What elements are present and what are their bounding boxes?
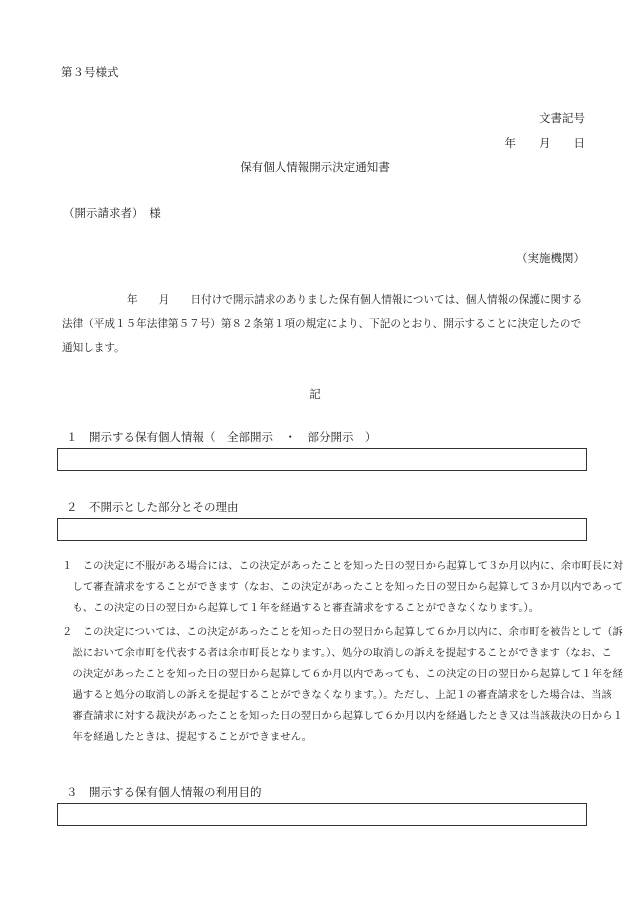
document-title: 保有個人情報開示決定通知書	[240, 160, 390, 174]
note-1	[62, 556, 623, 619]
section-1-field[interactable]	[57, 448, 587, 471]
date-line: 年 月 日	[504, 136, 585, 150]
note-2-line: の決定があったことを知った日の翌日から起算して６か月以内であっても、この決定の日の翌日から起算して１年を経	[62, 668, 623, 680]
note-2-line: 訟において余市町を代表する者は余市町長となります。）、処分の取消しの訴えを提起することができます（なお、こ	[62, 647, 612, 659]
form-number: 第３号様式	[61, 65, 119, 79]
section-3-field[interactable]	[57, 803, 587, 826]
body-line-1: 年 月 日付けで開示請求のありました保有個人情報については、個人情報の保護に関する	[127, 294, 583, 306]
note-1-line: して審査請求をすることができます（なお、この決定があったことを知った日の翌日から起算して３か月以内であって	[62, 581, 623, 593]
note-2-line: 年を経過したときは、提起することができません。	[62, 731, 312, 743]
note-2-line: ２ この決定については、この決定があったことを知った日の翌日から起算して６か月以内に、余市町を被告として（訴	[62, 626, 623, 638]
section-1-label: １ 開示する保有個人情報（ 全部開示 ・ 部分開示 ）	[66, 430, 377, 444]
recipient-line: （開示請求者） 様	[63, 206, 161, 220]
ki-heading: 記	[309, 387, 321, 401]
note-2-line: 審査請求に対する裁決があったことを知った日の翌日から起算して６か月以内を経過したとき又は当該裁決の日から１	[62, 710, 623, 722]
note-1-line: １ この決定に不服がある場合には、この決定があったことを知った日の翌日から起算して３か月以内に、余市町長に対	[62, 560, 623, 572]
note-2	[62, 622, 623, 748]
body-line-3: 通知します。	[62, 342, 125, 354]
note-2-line: 過すると処分の取消しの訴えを提起することができなくなります。）。ただし、上記１の審査請求をした場合は、当該	[62, 689, 612, 701]
section-2-label: ２ 不開示とした部分とその理由	[66, 500, 239, 514]
section-2-field[interactable]	[57, 518, 587, 541]
section-3-label: ３ 開示する保有個人情報の利用目的	[66, 785, 262, 799]
note-1-line: も、この決定の日の翌日から起算して１年を経過すると審査請求をすることができなくなります。）。	[62, 602, 540, 614]
agency-label: （実施機関）	[516, 251, 585, 265]
body-line-2: 法律（平成１５年法律第５７号）第８２条第１項の規定により、下記のとおり、開示することに決定したので	[62, 318, 582, 330]
document-number-label: 文書記号	[539, 111, 585, 125]
